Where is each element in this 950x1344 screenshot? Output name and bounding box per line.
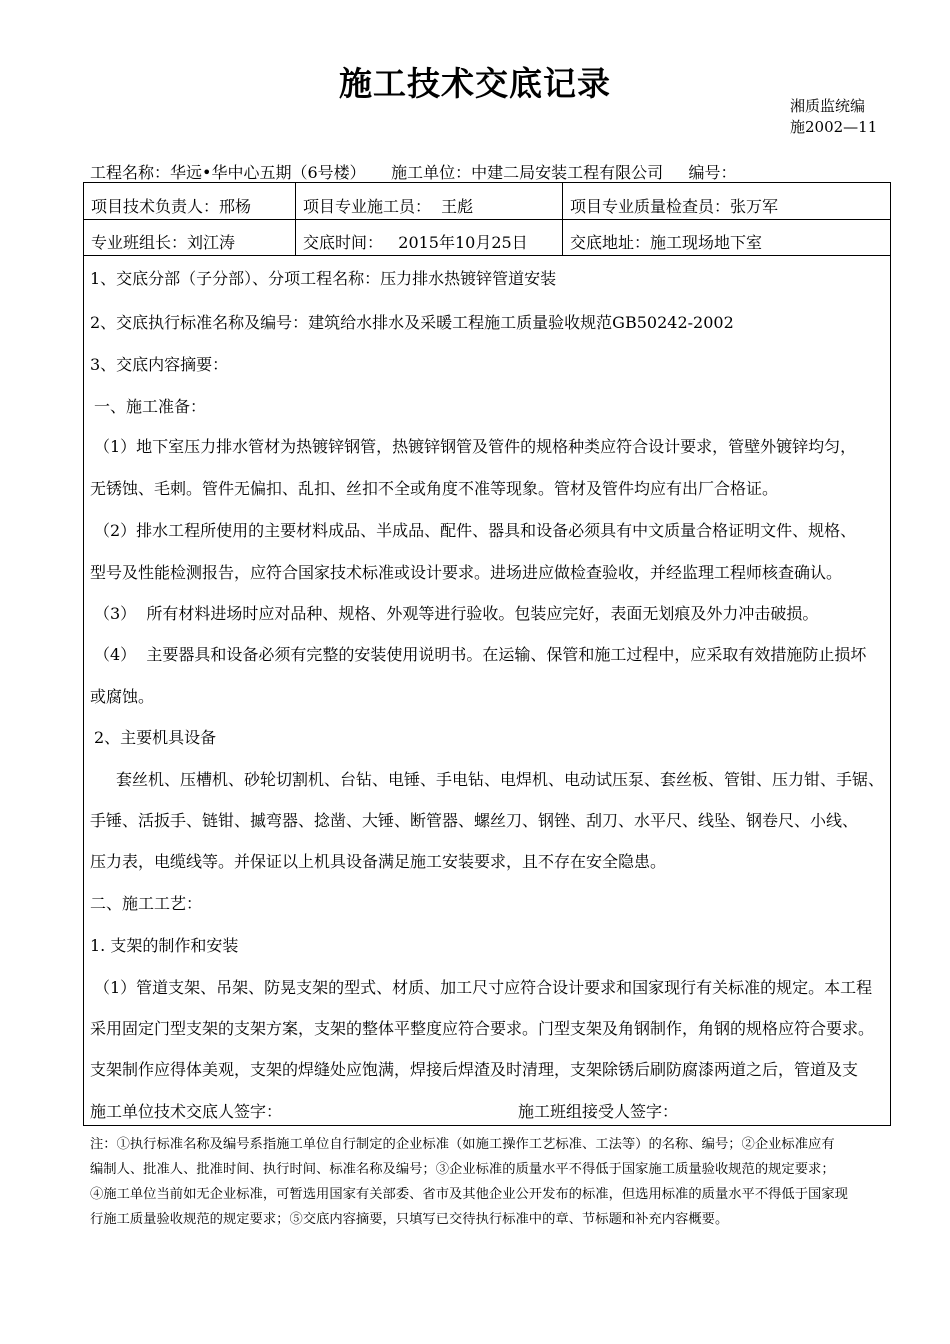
header-info <box>90 160 737 183</box>
paragraph-line: 无锈蚀、毛刺。管件无偏扣、乱扣、丝扣不全或角度不准等现象。管材及管件均应有出厂合格证。 <box>90 479 779 498</box>
paragraph-line: 套丝机、压槽机、砂轮切割机、台钻、电锤、手电钻、电焊机、电动试压泵、套丝板、管钳、压力钳、手锯、 <box>116 770 885 789</box>
row-divider-2 <box>83 255 891 256</box>
construction-unit: 施工单位：中建二局安装工程有限公司 <box>391 163 664 182</box>
note-line: 注：①执行标准名称及编号系指施工单位自行制定的企业标准（如施工操作工艺标准、工法等）的名称、编号；②企业标准应有 <box>90 1137 835 1152</box>
inspector-cell: 项目专业质量检查员：张万军 <box>570 197 779 216</box>
section-subitem-name: 1、交底分部（子分部）、分项工程名称：压力排水热镀锌管道安装 <box>90 269 557 288</box>
paragraph-line: 压力表，电缆线等。并保证以上机具设备满足施工安装要求，且不存在安全隐患。 <box>90 852 667 871</box>
row-divider-1 <box>83 219 891 220</box>
heading-support: 1. 支架的制作和安装 <box>90 936 239 955</box>
form-code-line1: 湘质监统编 <box>790 97 866 115</box>
constructor-cell: 项目专业施工员： 王彪 <box>303 197 474 216</box>
date-cell: 交底时间： 2015年10月25日 <box>303 233 528 252</box>
col-divider-1 <box>295 182 296 255</box>
form-code-line2: 施2002—11 <box>790 118 878 136</box>
receiver-signature: 施工班组接受人签字： <box>518 1102 679 1121</box>
heading-equipment: 2、主要机具设备 <box>94 728 217 747</box>
paragraph-line: 手锤、活扳手、链钳、摵弯器、捻凿、大锤、断管器、螺丝刀、钢锉、刮刀、水平尺、线坠、钢卷尺、小线、 <box>90 811 859 830</box>
paragraph-line: 采用固定门型支架的支架方案，支架的整体平整度应符合要求。门型支架及角钢制作，角钢的规格应符合要求。 <box>90 1019 875 1038</box>
paragraph-line: （1）地下室压力排水管材为热镀锌钢管，热镀锌钢管及管件的规格种类应符合设计要求，管壁外镀锌均匀， <box>94 437 857 456</box>
paragraph-line: （3） 所有材料进场时应对品种、规格、外观等进行验收。包装应完好，表面无划痕及外力冲击破损。 <box>94 604 819 623</box>
col-divider-2 <box>562 182 563 255</box>
tech-lead-cell: 项目技术负责人：邢杨 <box>91 197 252 216</box>
document-number: 编号： <box>688 163 737 182</box>
project-name: 工程名称：华远•华中心五期（6号楼） <box>90 163 366 182</box>
paragraph-line: 支架制作应得体美观，支架的焊缝处应饱满，焊接后焊渣及时清理，支架除锈后刷防腐漆两道之后，管道及支 <box>90 1060 859 1079</box>
note-line: 编制人、批准人、批准时间、执行时间、标准名称及编号；③企业标准的质量水平不得低于国家施工质量验收规范的规定要求； <box>90 1162 835 1177</box>
heading-process: 二、施工工艺： <box>90 894 203 913</box>
tech-giver-signature: 施工单位技术交底人签字： <box>90 1102 283 1121</box>
section-standard: 2、交底执行标准名称及编号：建筑给水排水及采暖工程施工质量验收规范GB50242-2002 <box>90 313 734 332</box>
note-line: 行施工质量验收规范的规定要求；⑤交底内容摘要，只填写已交待执行标准中的章、节标题和补充内容概要。 <box>90 1212 729 1227</box>
paragraph-line: （2）排水工程所使用的主要材料成品、半成品、配件、器具和设备必须具有中文质量合格证明文件、规格、 <box>94 521 857 540</box>
paragraph-line: 或腐蚀。 <box>90 687 155 706</box>
note-line: ④施工单位当前如无企业标准，可暂选用国家有关部委、省市及其他企业公开发布的标准，但选用标准的质量水平不得低于国家现 <box>90 1187 848 1202</box>
document-title: 施工技术交底记录 <box>339 64 611 103</box>
paragraph-line: 型号及性能检测报告，应符合国家技术标准或设计要求。进场进应做检查验收，并经监理工程师核查确认。 <box>90 563 843 582</box>
location-cell: 交底地址：施工现场地下室 <box>570 233 763 252</box>
team-leader-cell: 专业班组长：刘江涛 <box>91 233 236 252</box>
paragraph-line: （1）管道支架、吊架、防晃支架的型式、材质、加工尺寸应符合设计要求和国家现行有关标准的规定。本工程 <box>94 978 873 997</box>
paragraph-line: （4） 主要器具和设备必须有完整的安装使用说明书。在运输、保管和施工过程中，应采取有效措施防止损坏 <box>94 645 867 664</box>
section-summary-heading: 3、交底内容摘要： <box>90 355 229 374</box>
heading-preparation: 一、施工准备： <box>94 397 207 416</box>
